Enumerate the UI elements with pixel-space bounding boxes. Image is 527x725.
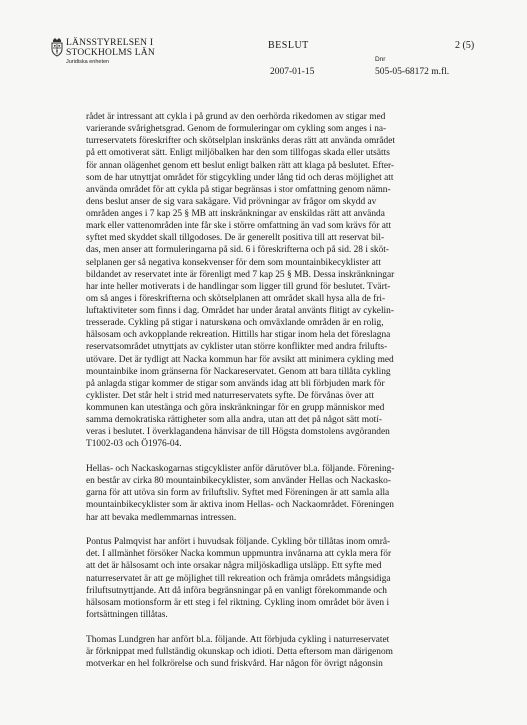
text-line: samma demokratiska rättigheter som alla andra, utan att det på något sätt motí-: [86, 415, 382, 426]
document-date: 2007-01-15: [270, 67, 315, 77]
text-line: fortsättningen tillåtas.: [86, 609, 168, 620]
text-line: att det är hälsosamt och inte orsakar några miljöskadliga utsläpp. Ett syfte med: [86, 561, 382, 572]
text-line: motverkar en hel folkrörelse och sund friskvård. Har någon för övrigt någonsin: [86, 658, 383, 669]
text-line: för annan olägenhet genom ett beslut enligt balken rätt att klaga på beslutet. Efter-: [86, 160, 395, 171]
text-line: veras i beslutet. I överklagandena hänvisar de till Högsta domstolens avgöranden: [86, 427, 390, 438]
text-line: tresserade. Cykling på stigar i naturskøna och omväxlande områden är en rolig,: [86, 318, 384, 329]
text-line: friluftsutnyttjande. Att då införa begränsningar på en vanligt förekommande och: [86, 585, 387, 596]
page-number: 2 (5): [455, 40, 475, 51]
text-line: dens beslut anser de sig vara sakägare. Vid prövningar av frågor om skydd av: [86, 196, 377, 207]
paragraph: [86, 634, 478, 670]
text-line: på ett omotiverat sätt. Enligt miljöbalken har den som tillfogas skada eller utsätts: [86, 148, 390, 159]
text-line: varierande svårighetsgrad. Genom de formuleringar om cykling som anges i na-: [86, 124, 387, 135]
org-name: [66, 38, 155, 58]
text-line: luftaktiviteter som finns i dag. Området har under åratal använts flitigt av cykelin-: [86, 306, 394, 316]
text-line: områden anges i 7 kap 25 § MB att inskränkningar av enskildas rätt att använda: [86, 209, 385, 219]
text-line: på anlagda stigar kommer de stigar som används idag att bli förbjuden mark för: [86, 378, 385, 389]
text-line: har att bevaka medlemmarnas intressen.: [86, 512, 237, 523]
text-line: använda området för att cykla på stigar begränsas i stor omfattning genom nämn-: [86, 184, 391, 195]
text-line: Thomas Lundgren har anfört bl.a. följande. Att förbjuda cykling i naturreservatet: [86, 634, 390, 645]
text-line: naturreservatet är att ge möjlighet till rekreation och främja områdets mångsidiga: [86, 573, 391, 584]
coat-of-arms-icon: [50, 37, 64, 57]
text-line: selplanen ger så negativa konsekvenser för dem som mountainbikecyklister att: [86, 257, 381, 268]
text-line: garna för att utöva sin form av friluftsliv. Syftet med Föreningen är att samla alla: [86, 488, 390, 499]
text-line: utövare. Det är tydligt att Nacka kommun har för avsikt att minimera cykling med: [86, 354, 394, 365]
text-line: om så anges i föreskrifterna och skötselplanen att området skall hysa alla de fri-: [86, 293, 386, 304]
text-line: cyklister. Det står helt i strid med naturreservatets syfte. De förvånas över att: [86, 390, 374, 401]
org-unit: Juridiska enheten: [66, 59, 110, 65]
text-line: hälsosam och avkopplande rekreation. Hittills har stigar inom hela det föreslagna: [86, 330, 391, 341]
org-name-line2: STOCKHOLMS LÄN: [66, 48, 155, 58]
dnr-number: 505-05-68172 m.fl.: [375, 67, 450, 77]
paragraph: [86, 536, 478, 621]
text-line: kommunen kan utestänga och göra inskränkningar för en grupp människor med: [86, 403, 385, 413]
text-line: das, men anser att formuleringarna på sid. 6 i föreskrifterna och på sid. 28 i sköt-: [86, 245, 390, 256]
text-line: mountainbikecyklister som är aktiva inom Hellas- och Nackaområdet. Föreningen: [86, 500, 394, 511]
text-line: hälsosam motionsform är ett steg i fel riktning. Cykling inom området bör även i: [86, 597, 390, 608]
body-text: [86, 111, 478, 682]
text-line: Hellas- och Nackaskogarnas stigcyklister anför därutöver bl.a. följande. Förening-: [86, 464, 395, 474]
paragraph: [86, 111, 478, 451]
paragraph: [86, 463, 478, 524]
text-line: rådet är intressant att cykla i på grund av den oerhörda rikedomen av stigar med: [86, 112, 386, 122]
text-line: syftet med skyddet skall tillgodoses. De är generellt positiva till att reservat bil-: [86, 233, 385, 244]
text-line: reservatsområdet utnyttjats av cyklister utan större konflikter med andra frilufts-: [86, 342, 388, 353]
text-line: turreservatets föreskrifter och skötselplan inskränks deras rätt att använda området: [86, 136, 395, 147]
dnr-label: Dnr: [375, 56, 386, 63]
text-line: som de har utnyttjat området för stigcykling under lång tid och deras möjlighet att: [86, 172, 394, 183]
text-line: det. I allmänhet försöker Nacka kommun uppmuntra invånarna att cykla mera för: [86, 549, 392, 560]
org-name-line1: LÄNSSTYRELSEN I: [66, 38, 154, 48]
text-line: är förknippat med fullständig okunskap och idioti. Detta eftersom man därigenom: [86, 646, 393, 657]
text-line: har inte heller motiverats i de handlingar som ligger till grund för beslutet. Tvärt-: [86, 281, 391, 292]
text-line: Pontus Palmqvist har anfört i huvudsak följande. Cykling bör tillåtas inom områ-: [86, 537, 391, 548]
text-line: en består av cirka 80 mountainbikecyklister, som använder Hellas och Nackasko-: [86, 476, 391, 487]
text-line: mark eller vattenområden inte får ske i större omfattning än vad som krävs för att: [86, 221, 392, 232]
document-type: BESLUT: [268, 40, 309, 51]
text-line: T1002-03 och Ö1976-04.: [86, 439, 182, 450]
text-line: mountainbike inom gränserna för Nackareservatet. Genom att bara tillåta cykling: [86, 366, 391, 377]
text-line: bildandet av reservatet inte är förenligt med 7 kap 25 § MB. Dessa inskränkningar: [86, 269, 395, 280]
